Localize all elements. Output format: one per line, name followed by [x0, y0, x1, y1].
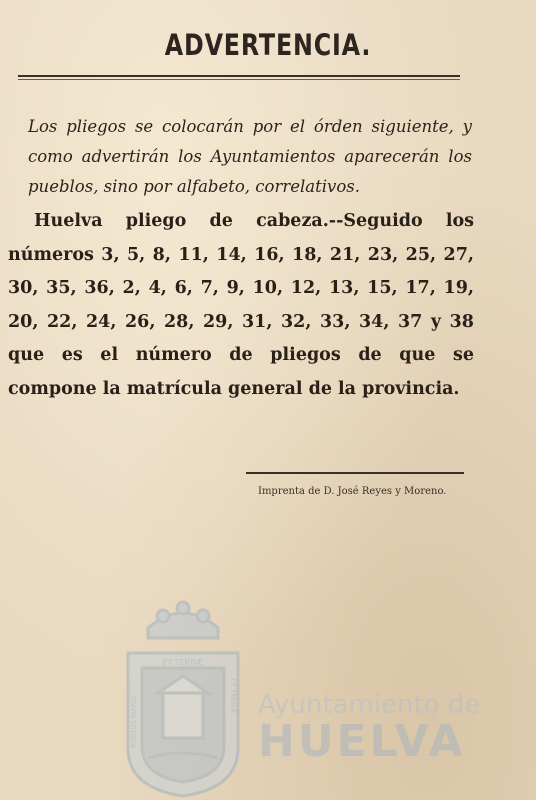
document-title: ADVERTENCIA.	[164, 28, 372, 62]
watermark	[118, 598, 498, 798]
title-rule	[18, 75, 460, 77]
coat-of-arms-icon	[118, 598, 248, 798]
watermark-line1: Ayuntamiento de	[258, 690, 481, 720]
seal-right-text: ET TERRÆ	[229, 678, 237, 715]
imprint-rule	[246, 472, 464, 474]
title-rule-thin	[18, 79, 460, 80]
seal-left-text: PORTUS MARIS	[130, 695, 138, 748]
watermark-line2: HUELVA	[258, 716, 466, 767]
body-paragraph: Huelva pliego de cabeza.--Seguido los números 3, 5, 8, 11, 14, 16, 18, 21, 23, 25, 27, 30, 35, 36, 2, 4, 6, 7, 9, 10, 12, 13, 15, 17, 19, 20, 22, 24, 26, 28, 29, 31, 32, 33, 34, 37 y 38 que es el número de pliegos de que se compone la matrícula general de la provincia.	[8, 211, 474, 399]
imprint-line: Imprenta de D. José Reyes y Moreno.	[258, 486, 447, 497]
seal-top-text: ET TERRÆ	[162, 658, 204, 667]
intro-paragraph: Los pliegos se colocarán por el órden siguiente, y como advertirán los Ayuntamientos aparecerán los pueblos, sino por alfabeto, correlativos.	[28, 117, 472, 196]
